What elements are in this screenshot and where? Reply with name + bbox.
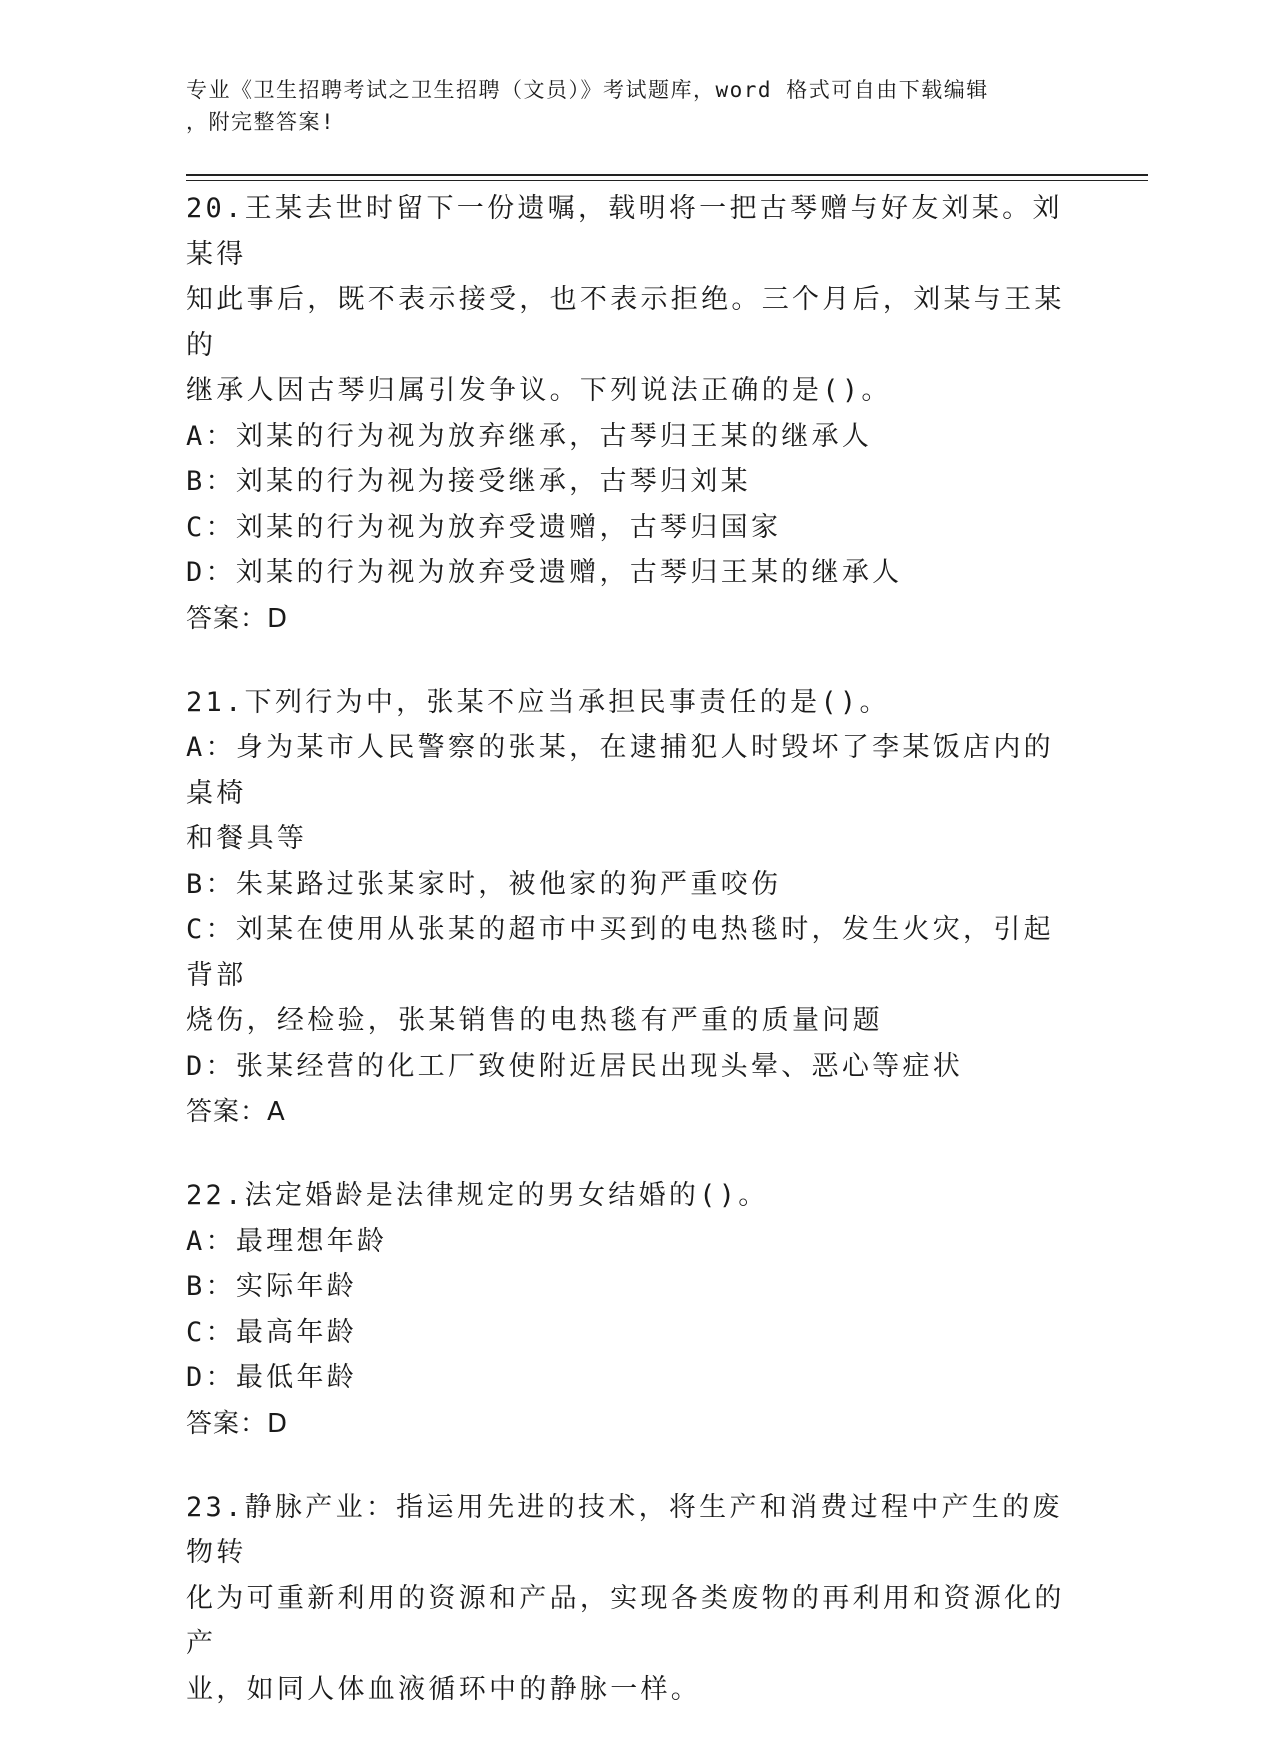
document-header [186,74,1066,138]
question-list [186,186,1066,1750]
option-b: B：刘某的行为视为接受继承，古琴归刘某 [186,466,751,497]
option-d: D：张某经营的化工厂致使附近居民出现头晕、恶心等症状 [186,1050,964,1082]
option-b: B：朱某路过张某家时，被他家的狗严重咬伤 [186,868,782,900]
option-b: B：实际年龄 [186,1271,358,1302]
question-22 [186,1173,1066,1447]
header-divider-thick [186,174,1148,176]
option-c-continued: 烧伤，经检验，张某销售的电热毯有严重的质量问题 [186,1005,883,1036]
question-stem-line: 22.法定婚龄是法律规定的男女结婚的()。 [186,1180,769,1211]
option-a: A：刘某的行为视为放弃继承，古琴归王某的继承人 [186,420,873,452]
answer-line: 答案：D [186,603,289,634]
option-a-continued: 和餐具等 [186,823,308,854]
question-stem-line: 知此事后，既不表示接受，也不表示拒绝。三个月后，刘某与王某的 [186,284,1065,361]
header-line-1: 专业《卫生招聘考试之卫生招聘（文员）》考试题库，word 格式可自由下载编辑 [186,78,989,102]
header-divider-thin [186,180,1148,181]
question-23 [186,1485,1066,1713]
question-stem-line: 化为可重新利用的资源和产品，实现各类废物的再利用和资源化的产 [186,1582,1065,1659]
question-stem-line: 20.王某去世时留下一份遗嘱，载明将一把古琴赠与好友刘某。刘某得 [186,193,1063,270]
option-c: C：刘某在使用从张某的超市中买到的电热毯时，发生火灾，引起背部 [186,914,1054,991]
question-21 [186,680,1066,1136]
question-stem-line: 21.下列行为中，张某不应当承担民事责任的是()。 [186,686,890,718]
answer-line: 答案：D [186,1408,289,1439]
option-a: A：身为某市人民警察的张某，在逮捕犯人时毁坏了李某饭店内的桌椅 [186,732,1054,809]
option-c: C：刘某的行为视为放弃受遗赠，古琴归国家 [186,511,782,543]
option-a: A：最理想年龄 [186,1225,388,1257]
question-20 [186,186,1066,642]
option-d: D：最低年龄 [186,1362,358,1393]
option-c: C：最高年龄 [186,1316,358,1348]
question-stem-line: 23.静脉产业：指运用先进的技术，将生产和消费过程中产生的废物转 [186,1491,1063,1568]
answer-line: 答案：A [186,1097,286,1127]
question-stem-line: 业，如同人体血液循环中的静脉一样。 [186,1673,702,1705]
option-d: D：刘某的行为视为放弃受遗赠，古琴归王某的继承人 [186,557,903,588]
header-line-2: ，附完整答案! [186,110,336,134]
question-stem-line: 继承人因古琴归属引发争议。下列说法正确的是()。 [186,375,892,406]
